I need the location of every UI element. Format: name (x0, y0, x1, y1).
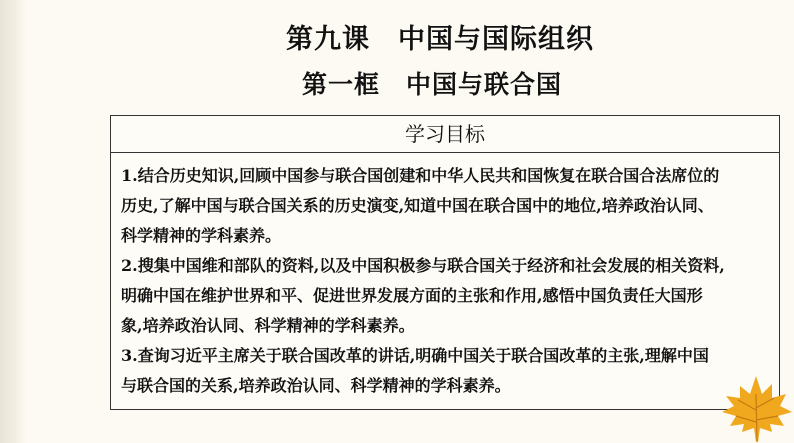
lesson-number: 第九课 (286, 24, 370, 55)
learning-goals-table (110, 115, 780, 410)
lesson-name: 中国与国际组织 (398, 24, 594, 55)
goal-item-3: 3.查询习近平主席关于联合国改革的讲话,明确中国关于联合国改革的主张,理解中国 与联合国的关系,培养政治认同、科学精神的学科素养。 (121, 346, 709, 395)
maple-leaf-icon (712, 372, 794, 443)
learning-goals-header: 学习目标 (111, 116, 779, 153)
section-number: 第一框 (302, 70, 381, 99)
section-title (302, 68, 562, 102)
learning-goals-body (111, 153, 779, 401)
page-edge-shadow (0, 0, 26, 443)
goal-item-2: 2.搜集中国维和部队的资料,以及中国积极参与联合国关于经济和社会发展的相关资料, 明确中国在维护世界和平、促进世界发展方面的主张和作用,感悟中国负责任大国形 象,培养政治认同、科学精神的学科素养。 (121, 256, 725, 335)
lesson-title (286, 22, 626, 58)
goal-item-1: 1.结合历史知识,回顾中国参与联合国创建和中华人民共和国恢复在联合国合法席位的 历史,了解中国与联合国关系的历史演变,知道中国在联合国中的地位,培养政治认同、 科学精神的学科素养。 (121, 166, 720, 245)
section-name: 中国与联合国 (406, 70, 563, 99)
